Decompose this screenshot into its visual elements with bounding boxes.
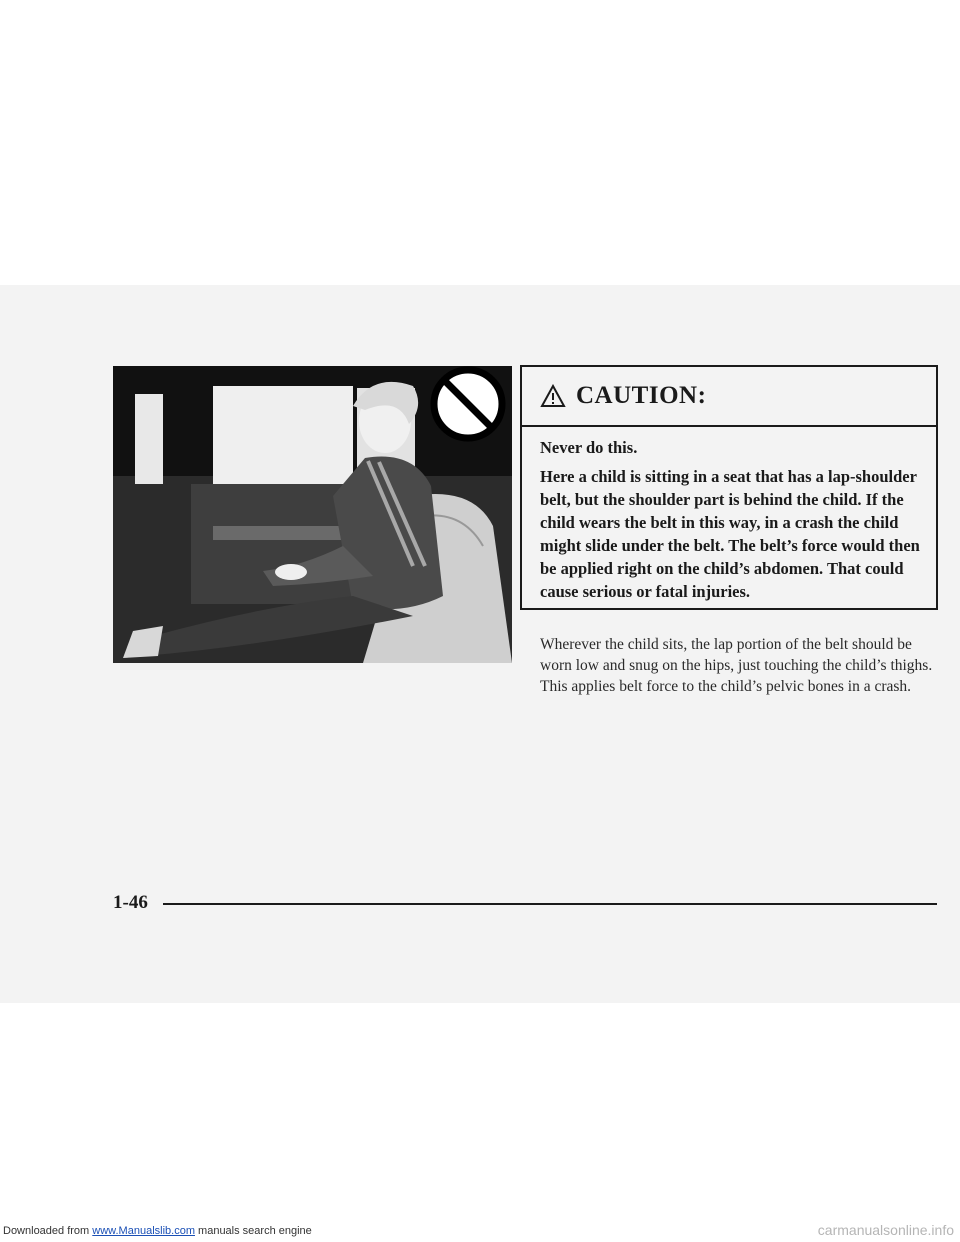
download-footer <box>3 1225 312 1237</box>
footer-rule <box>163 903 937 905</box>
footer-prefix: Downloaded from <box>3 1225 93 1237</box>
manualslib-link[interactable]: www.Manualslib.com <box>92 1225 195 1237</box>
caution-box <box>520 365 938 610</box>
child-seat-illustration <box>113 366 512 663</box>
warning-triangle-icon <box>540 384 566 408</box>
page-number: 1-46 <box>113 892 148 913</box>
footer-suffix: manuals search engine <box>194 1225 312 1237</box>
caution-lead: Never do this. <box>540 438 638 457</box>
caution-body <box>522 427 936 603</box>
caution-header <box>522 367 936 427</box>
no-symbol-icon <box>434 370 502 438</box>
caution-text: Here a child is sitting in a seat that has a lap-shoulder belt, but the shoulder part is behind the child. If the child wears the belt in this way, in a crash the child might slide under the belt. The belt’s force would then be applied right on the child’s abdomen. That could cause serious or fatal injuries. <box>540 467 920 601</box>
body-paragraph: Wherever the child sits, the lap portion of the belt should be worn low and snug on the hips, just touching the child’s thighs. This applies belt force to the child’s pelvic bones in a crash. <box>540 636 933 695</box>
watermark-text: carmanualsonline.info <box>817 1222 954 1238</box>
caution-title: CAUTION: <box>576 382 707 409</box>
